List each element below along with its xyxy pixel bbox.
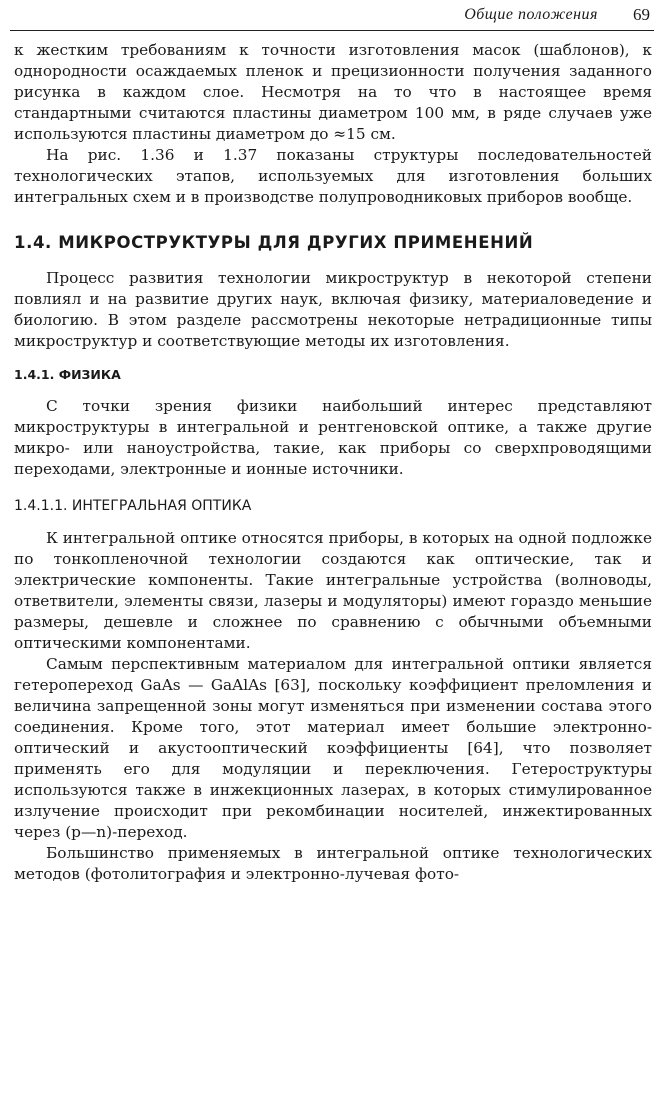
- paragraph-section-intro: Процесс развития технологии микроструктур в некоторой степени повлиял и на развитие других наук, включая физику, материаловедение и биологию. В этом разделе рассмотрены некоторые нетрадиционные типы микроструктур и соответствующие методы их изготовления.: [14, 269, 652, 350]
- paragraph-integrated-optics: К интегральной оптике относятся приборы, в которых на одной подложке по тонкопленочной технологии создаются как оптические, так и электрические компоненты. Такие интегральные устройства (волноводы, ответвители, элементы связи, лазеры и модуляторы) имеют гораздо меньшие размеры, дешевле и сложнее по сравнению с обычными объемными оптическими компонентами.: [14, 529, 652, 652]
- paragraph-materials: Самым перспективным материалом для интегральной оптики является гетеропереход GaAs — GaAlAs [63], поскольку коэффициент преломления и величина запрещенной зоны могут изменяться при изменении состава этого соединения. Кроме того, этот материал имеет большие электронно-оптический и акустооптический коэффициенты [64], что позволяет применять его для модуляции и переключения. Гетероструктуры используются также в инжекционных лазерах, в которых стимулированное излучение происходит при рекомбинации носителей, инжектированных через (p—n)-переход.: [14, 655, 652, 841]
- subsubsection-heading: 1.4.1.1. ИНТЕГРАЛЬНАЯ ОПТИКА: [14, 498, 252, 514]
- subsection-heading: 1.4.1. ФИЗИКА: [14, 367, 121, 382]
- page-body: [14, 40, 652, 885]
- running-title: Общие положения: [464, 6, 598, 23]
- section-heading: 1.4. МИКРОСТРУКТУРЫ ДЛЯ ДРУГИХ ПРИМЕНЕНИЙ: [14, 233, 534, 252]
- page-number: 69: [633, 5, 650, 24]
- running-header: [10, 0, 654, 31]
- paragraph-physics-intro: С точки зрения физики наибольший интерес представляют микроструктуры в интегральной и рентгеновской оптике, а также другие микро- или наноустройства, такие, как приборы со сверхпроводящими переходами, электронные и ионные источники.: [14, 397, 652, 478]
- paragraph-continued: к жестким требованиям к точности изготовления масок (шаблонов), к однородности осаждаемых пленок и прецизионности получения заданного рисунка в каждом слое. Несмотря на то что в настоящее время стандартными считаются пластины диаметром 100 мм, в ряде случаев уже используются пластины диаметром до ≈15 см.: [14, 41, 652, 143]
- paragraph-figures-reference: На рис. 1.36 и 1.37 показаны структуры последовательностей технологических этапов, используемых для изготовления больших интегральных схем и в производстве полупроводниковых приборов вообще.: [14, 146, 652, 206]
- paragraph-methods: Большинство применяемых в интегральной оптике технологических методов (фотолитография и электронно-лучевая фото-: [14, 844, 652, 883]
